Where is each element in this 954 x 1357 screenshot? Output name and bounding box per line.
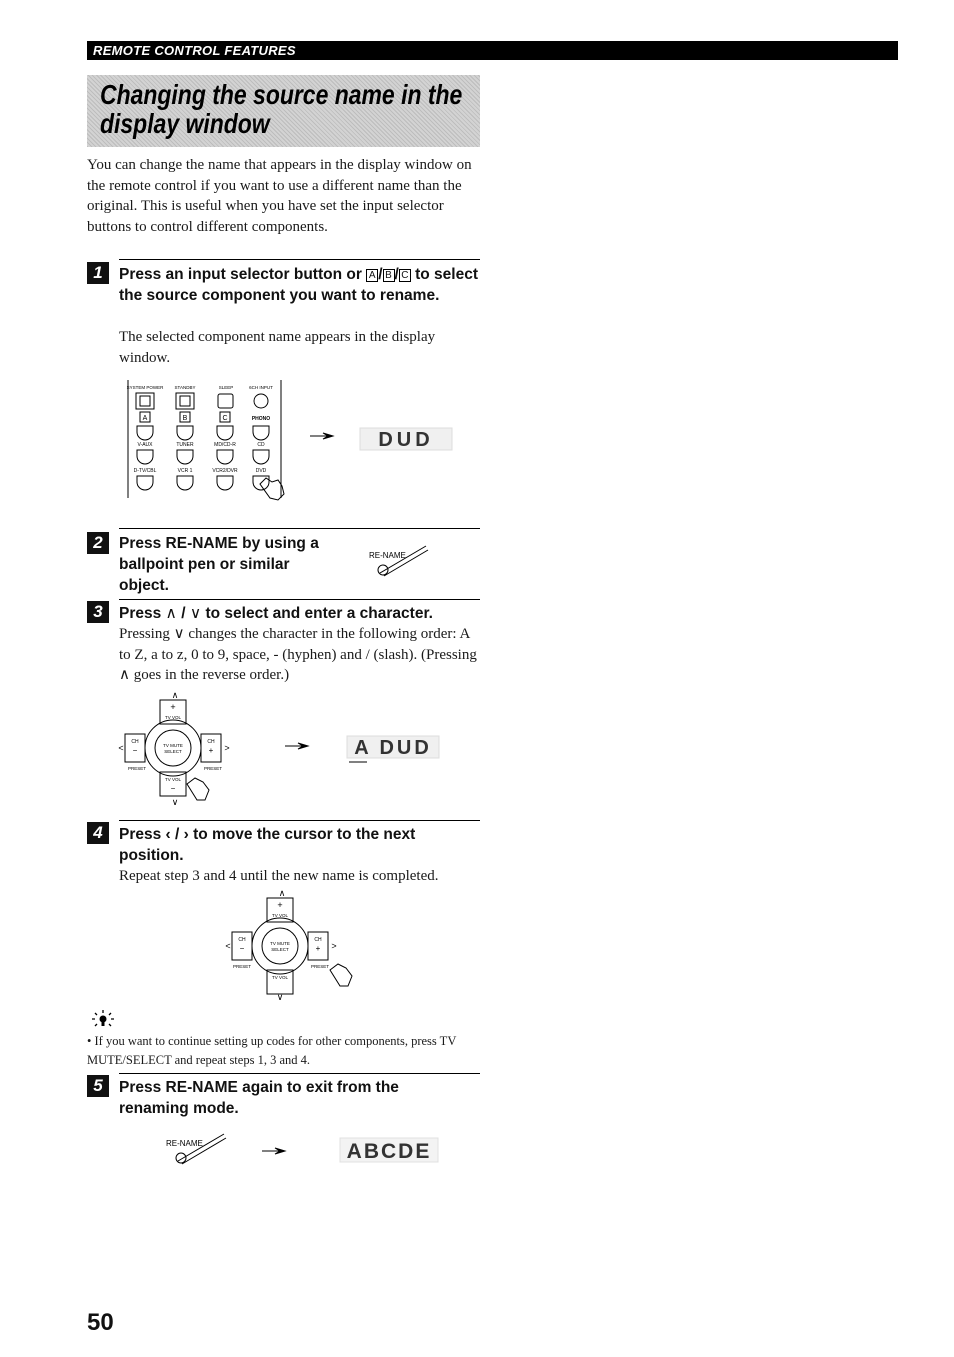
label-tv-vol-bottom: TV VOL [164,777,182,782]
label-vcr2-dvr: VCR2/DVR [212,468,238,474]
rename-exit-illustration [160,1126,450,1171]
down-chevron-icon: ∨ [189,605,202,622]
cursor-ring [252,918,308,974]
down-arrow-icon: ∨ [171,797,179,807]
step-3-heading: Press ∧ / ∨ to select and enter a character. [119,605,433,622]
label-re-name: RE-NAME [369,551,406,560]
step-5-rule [119,1073,480,1074]
re-name-button[interactable] [378,565,388,575]
re-name-button[interactable] [176,1153,186,1163]
sleep-button[interactable] [218,394,233,408]
label-vcr1: VCR 1 [177,468,193,474]
label-standby: STANDBY [174,385,196,390]
b-button-label: B [182,415,188,422]
plus-icon: + [170,702,176,712]
label-phono: PHONO [251,416,271,422]
up-chevron-icon: ∧ [165,605,177,622]
rename-pen-illustration [368,540,438,578]
a-button-label: A [142,415,148,422]
tv-mute-select-button[interactable] [155,730,191,766]
step-1-rule [119,259,480,260]
box-c: C [399,269,411,282]
cd-button[interactable] [253,450,269,464]
step-4-number: 4 [87,822,109,844]
page-title-line-1: Changing the source name in the [100,79,463,110]
label-md-cd-r: MD/CD-R [214,442,236,448]
label-tv-vol-bottom: TV VOL [271,975,289,980]
label-preset-right: PRESET [310,964,330,969]
cursor-pad-illustration-step4 [222,888,362,1003]
label-ch-right: CH [207,739,215,745]
input-selector-illustration [120,376,465,501]
tuner-button[interactable] [177,450,193,464]
label-dvd: DVD [255,468,267,474]
label-ch-right: CH [314,937,322,943]
power-icon [140,396,150,406]
minus-bottom-icon: − [170,784,176,793]
cursor-pad-illustration-step3 [115,690,455,808]
lcd-display-step1 [360,428,452,451]
label-v-aux: V-AUX [137,442,153,448]
c-button-label: C [222,415,228,422]
step-3-number: 3 [87,601,109,623]
pointing-hand-icon [330,964,352,986]
left-arrow-icon: < [225,941,231,951]
down-arrow-icon: ∨ [276,992,284,1002]
lcd-display-step5 [340,1138,438,1163]
d-tv-cbl-button[interactable] [137,476,153,490]
step-3-rule [119,599,480,600]
lcd-display-step3 [347,736,439,762]
standby-button[interactable] [176,393,194,409]
phono-row-button-3[interactable] [217,426,233,440]
up-arrow-icon: ∧ [278,888,286,898]
box-a: A [366,269,378,282]
pointing-hand-icon [260,478,284,500]
standby-icon [180,396,190,406]
step-5-heading: Press RE-NAME again to exit from the renaming mode. [119,1079,399,1117]
lcd-text-step1: DUD [378,429,434,451]
label-system-power: SYSTEM POWER [126,385,164,390]
vcr2-dvr-button[interactable] [217,476,233,490]
step-4-body: Repeat step 3 and 4 until the new name is completed. [119,868,439,884]
label-6ch-input: 6CH INPUT [249,385,273,390]
step-4-heading: Press ‹ / › to move the cursor to the next position. [119,826,416,864]
step-1-body: The selected component name appears in the display window. [119,329,436,366]
tip-text: • If you want to continue setting up codes for other components, press TV MUTE/SELECT and repeat steps 1, 3 and 4. [87,1034,457,1067]
step-1-number: 1 [87,262,109,284]
page-title [100,80,477,138]
left-arrow-icon: < [118,743,124,753]
step-3-body: Pressing ∨ changes the character in the following order: A to Z, a to z, 0 to 9, space, - (hyphen) and / (slash). (Pressing ∧ goes in the reverse order.) [119,626,477,683]
label-tuner: TUNER [176,442,194,448]
6ch-input-button[interactable] [254,394,268,408]
step-3-heading-a: Press [119,605,166,622]
lcd-text-step5: ABCDE [346,1140,432,1163]
step-2-rule [119,528,480,529]
plus-right-icon: + [208,746,214,755]
box-b: B [383,269,395,282]
selector-row-3 [137,476,269,490]
up-arrow-icon: ∧ [171,690,179,700]
step-4-rule [119,820,480,821]
step-5-number: 5 [87,1075,109,1097]
section-header-bar [87,41,898,60]
vcr1-button[interactable] [177,476,193,490]
label-tv-vol-top: TV VOL [164,715,182,720]
right-arrow-icon: > [224,743,230,753]
phono-button[interactable] [253,426,269,440]
label-preset-right: PRESET [203,766,223,771]
arrow-icon [310,433,333,439]
selector-row-2 [137,450,269,464]
md-cd-r-button[interactable] [217,450,233,464]
step-1-heading: Press an input selector button or A / B / C to select the source component you want to rename. [119,266,479,304]
lcd-text-step3: A DUD [354,737,432,759]
minus-icon: − [132,746,138,755]
cursor-ring [145,720,201,776]
label-ch-left: CH [238,937,246,943]
label-ch-left: CH [131,739,139,745]
pointing-hand-icon [187,778,209,800]
plus-icon: + [277,900,283,910]
v-aux-button[interactable] [137,450,153,464]
tv-mute-select-button[interactable] [262,928,298,964]
minus-icon: − [239,944,245,953]
label-select: SELECT [164,749,182,754]
selector-row-1 [137,426,269,440]
step-1-heading-a: Press an input selector button or [119,266,367,283]
arrow-icon [262,1148,285,1154]
step-2-number: 2 [87,532,109,554]
phono-row-button-1[interactable] [137,426,153,440]
tip-lightbulb-icon [88,1008,118,1028]
page-number: 50 [87,1309,114,1336]
page-title-line-2: display window [100,108,270,139]
step-1-heading-b: to select the source component you want to rename. [119,266,479,304]
label-sleep: SLEEP [218,385,234,390]
label-tv-vol-top: TV VOL [271,913,289,918]
label-select: SELECT [271,947,289,952]
plus-right-icon: + [315,944,321,953]
label-preset-left: PRESET [232,964,252,969]
arrow-icon [285,743,308,749]
label-re-name: RE-NAME [166,1139,203,1148]
intro-paragraph: You can change the name that appears in the display window on the remote control if you want to use a different name than the original. This is useful when you have set the input selector buttons to control different components. [87,157,472,235]
step-3-heading-b: to select and enter a character. [201,605,433,622]
system-power-button[interactable] [136,393,154,409]
section-header-text: REMOTE CONTROL FEATURES [93,43,296,58]
label-tv-mute: TV MUTE [270,941,290,946]
step-2-heading: Press RE-NAME by using a ballpoint pen or similar object. [119,535,319,594]
label-preset-left: PRESET [127,766,147,771]
phono-row-button-2[interactable] [177,426,193,440]
right-arrow-icon: > [331,941,337,951]
label-cd: CD [257,442,265,448]
label-d-tv-cbl: D-TV/CBL [133,468,157,474]
label-tv-mute: TV MUTE [163,743,183,748]
